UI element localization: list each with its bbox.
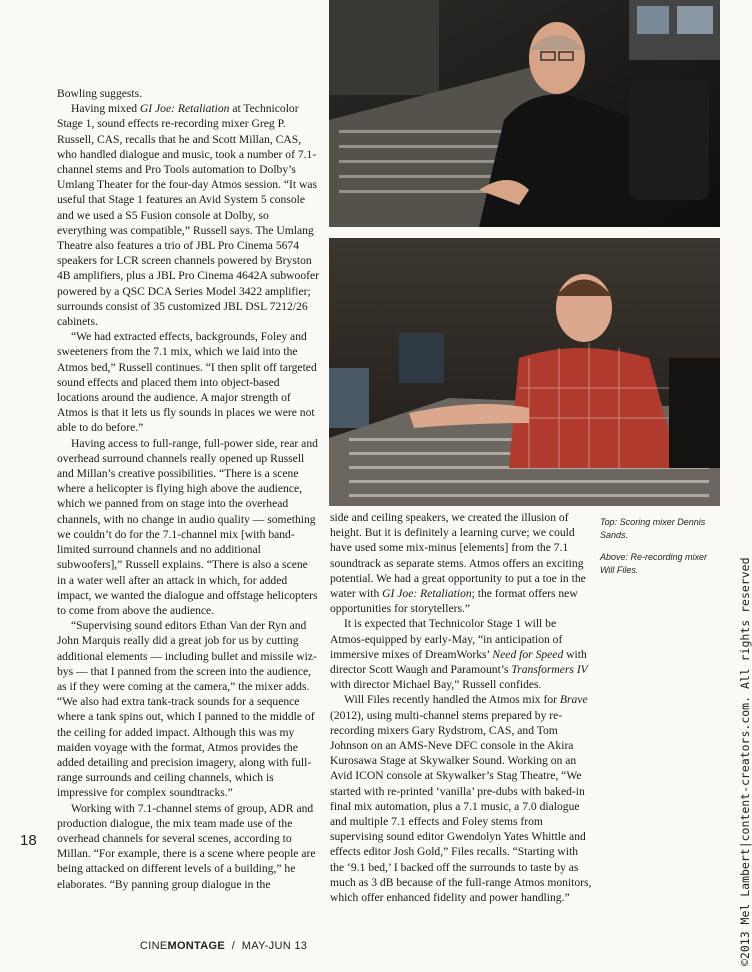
footer-separator: / — [231, 940, 236, 952]
film-title: Transformers IV — [511, 663, 588, 677]
paragraph: side and ceiling speakers, we created the illusion of height. But it is definitely a learning curve; we could have used some mix-minus [elements] from the 7.1 soundtrack as separate stems. Atmos offers an exciting potential. We had a great opportunity to put a toe in the water with GI Joe: Retaliation; the format offers new opportunities for storytellers.” — [330, 511, 586, 616]
paragraph: Working with 7.1-channel stems of group, ADR and production dialogue, the mix team made use of the overhead channels for several scenes, according to Millan. “For example, there is a scene where people are being attacked on different levels of a building,” he elaborates. “By panning group dialogue in the — [57, 801, 316, 891]
film-title: GI Joe: Retaliation — [382, 587, 472, 601]
copyright-notice: ©2013 Mel Lambert|content-creators.com. All rights reserved — [738, 557, 752, 966]
footer-magazine — [140, 940, 307, 952]
article-column-2 — [330, 510, 592, 905]
paragraph: “Supervising sound editors Ethan Van der Ryn and John Marquis really did a great job for us by cutting additional elements — including bullet and missile wiz-bys — that I panned from the screen into the audience, as if they were coming at the camera,” the mixer adds. “We also had extra tank-track sounds for a sequence where a tank spins out, which I panned to the middle of the ceiling for added impact. Although this was my maiden voyage with the format, Atmos provides the added detailing and precision imagery, along with full-range surrounds and ceiling channels, which is impressive for complex soundtracks.” — [57, 619, 317, 800]
paragraph: Bowling suggests. — [57, 87, 143, 100]
paragraph: Having mixed GI Joe: Retaliation at Technicolor Stage 1, sound effects re-recording mixer Greg P. Russell, CAS, recalls that he and Scott Millan, CAS, who handled dialogue and music, took a number of 7.1-channel stems and Pro Tools automation to Dolby’s Umlang Theater for the four-day Atmos session. “It was useful that Stage 1 features an Avid System 5 console and we used a S5 Fusion console at Dolby, so everything was compatible,” Russell says. The Umlang Theatre also features a trio of JBL Pro Cinema 5674 speakers for LCR screen channels powered by Bryston 4B amplifiers, plus a JBL Pro Cinema 4642A subwoofer powered by a QSC DCA Series Model 3422 amplifier; surrounds consist of 35 customized JBL DSL 7212/26 cabinets. — [57, 102, 320, 329]
photo-re-recording-mixer — [329, 238, 720, 506]
film-title: GI Joe: Retaliation — [139, 102, 230, 116]
caption-above-photo: Above: Re-recording mixer Will Files. — [600, 552, 708, 575]
magazine-name-part2: MONTAGE — [167, 940, 225, 952]
film-title: Need for Speed — [492, 647, 564, 661]
photo-scoring-mixer — [329, 0, 720, 227]
caption-top-photo: Top: Scoring mixer Dennis Sands. — [600, 517, 706, 540]
magazine-name-part1: CINE — [140, 940, 168, 952]
paragraph: It is expected that Technicolor Stage 1 will be Atmos-equipped by early-May, “in anticipation of immersive mixes of DreamWorks’ Need for Speed with director Scott Waugh and Paramount’s Transformers IV with director Michael Bay,” Russell confides. — [330, 617, 588, 692]
paragraph: “We had extracted effects, backgrounds, Foley and sweeteners from the 7.1 mix, which we laid into the Atmos bed,” Russell continues. “I then split off targeted sound effects and placed them into object-based locations around the audience. A major strength of Atmos is that it lets us fly sounds in places we were not able to do before.” — [57, 330, 317, 435]
issue-date: MAY-JUN 13 — [241, 940, 308, 952]
page-number: 18 — [20, 832, 37, 849]
paragraph: Having access to full-range, full-power side, rear and overhead surround channels really opened up Russell and Millan’s creative possibilities. “There is a scene where a helicopter is flying high above the audience, which we panned from on stage into the overhead channels, with no change in audio quality — something we couldn’t do for the 7.1-channel mix [with band-limited surround channels and no additional subwoofers],” Russell explains. “There is also a scene in a water well after an attack in which, for added impact, we wanted the dialogue and offstage helicopters to come from above the audience. — [57, 436, 318, 617]
article-column-1 — [57, 86, 319, 892]
paragraph: Will Files recently handled the Atmos mix for Brave (2012), using multi-channel stems prepared by re-recording mixers Gary Rydstrom, CAS, and Tom Johnson on an AMS-Neve DFC console in the Akira Kurosawa Stage at Skywalker Sound. Working on an Avid ICON console at Skywalker’s Stag Theatre, “We started with re-printed ‘vanilla’ pre-dubs with baked-in final mix automation, plus a 7.1 music, a 7.0 dialogue and multiple 7.1 effects and Foley stems from supervising sound editor Gwendolyn Yates Whittle and effects editor Josh Gold,” Files recalls. “Starting with the ‘9.1 bed,’ I backed off the surrounds to taste by as much as 3 dB because of the full-range Atmos monitors, which offer enhanced fidelity and power handling.” — [330, 693, 592, 905]
film-title: Brave — [559, 693, 588, 707]
